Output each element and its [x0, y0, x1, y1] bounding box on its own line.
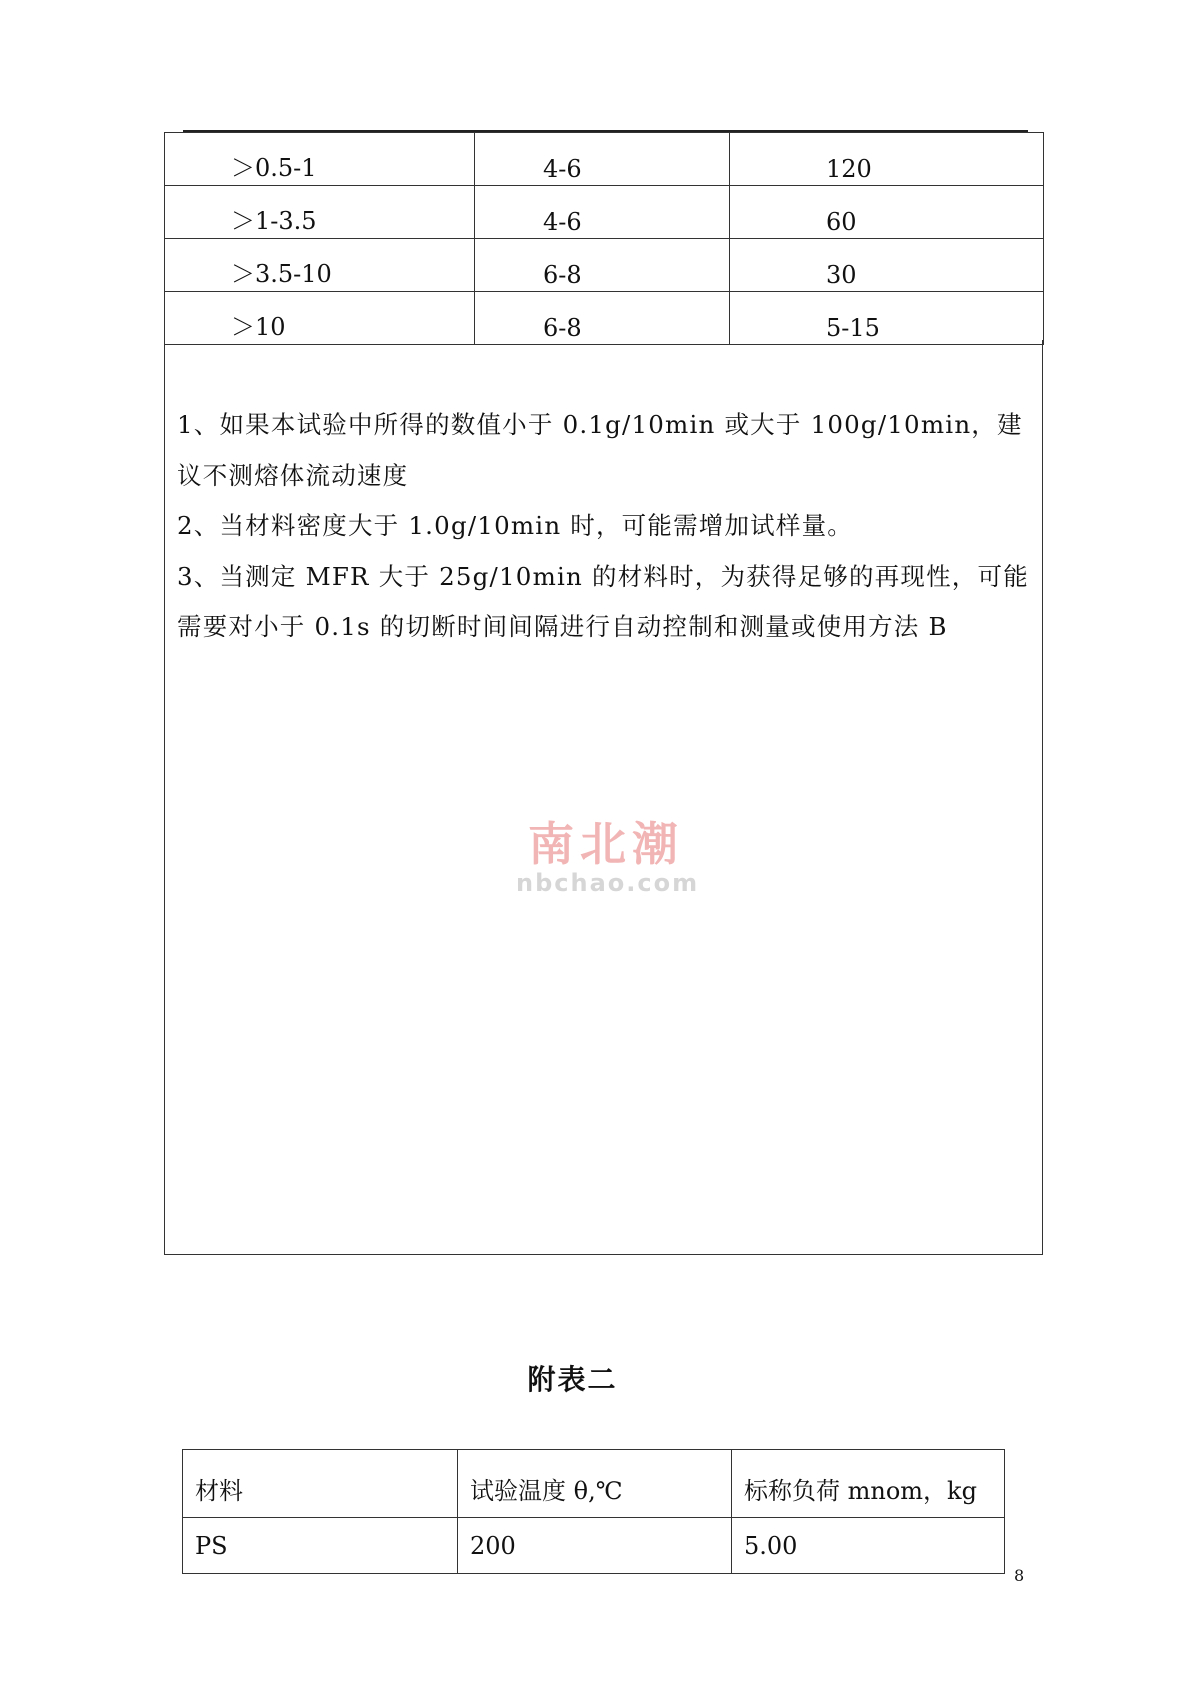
interval-cell: 60: [730, 186, 1044, 239]
watermark-logo: [516, 817, 700, 897]
table-row: [165, 186, 1044, 239]
load-cell: 5.00: [732, 1518, 1005, 1574]
watermark-en: nbchao.com: [516, 869, 700, 897]
header-load: 标称负荷 mnom，kg: [732, 1450, 1005, 1518]
appendix-table: [182, 1449, 1005, 1574]
interval-cell: 120: [730, 133, 1044, 186]
note-2: 2、当材料密度大于 1.0g/10min 时，可能需增加试样量。: [177, 511, 853, 540]
table-header-row: [183, 1450, 1005, 1518]
time-interval-table: [164, 132, 1044, 345]
material-cell: PS: [183, 1518, 458, 1574]
header-material: 材料: [183, 1450, 458, 1518]
mass-cell: 4-6: [475, 186, 730, 239]
header-temperature: 试验温度 θ,℃: [458, 1450, 732, 1518]
mass-cell: 4-6: [475, 133, 730, 186]
note-3: 3、当测定 MFR 大于 25g/10min 的材料时，为获得足够的再现性，可能需要对小于 0.1s 的切断时间间隔进行自动控制和测量或使用方法 B: [177, 561, 1029, 641]
page-number: 8: [1014, 1566, 1025, 1585]
table-row: [183, 1518, 1005, 1574]
mfr-range-cell: ＞1-3.5: [165, 186, 475, 239]
appendix-title: 附表二: [527, 1363, 618, 1396]
temperature-cell: 200: [458, 1518, 732, 1574]
table-row: [165, 239, 1044, 292]
mfr-range-cell: ＞10: [165, 292, 475, 345]
interval-cell: 5-15: [730, 292, 1044, 345]
mfr-range-cell: ＞0.5-1: [165, 133, 475, 186]
watermark-cn: 南北潮: [528, 817, 684, 871]
table-row: [165, 133, 1044, 186]
table-row: [165, 292, 1044, 345]
mass-cell: 6-8: [475, 292, 730, 345]
interval-cell: 30: [730, 239, 1044, 292]
mfr-range-cell: ＞3.5-10: [165, 239, 475, 292]
notes: [177, 400, 1032, 653]
note-1: 1、如果本试验中所得的数值小于 0.1g/10min 或大于 100g/10min，建议不测熔体流动速度: [177, 410, 1023, 490]
notes-box: [164, 340, 1043, 1255]
mass-cell: 6-8: [475, 239, 730, 292]
